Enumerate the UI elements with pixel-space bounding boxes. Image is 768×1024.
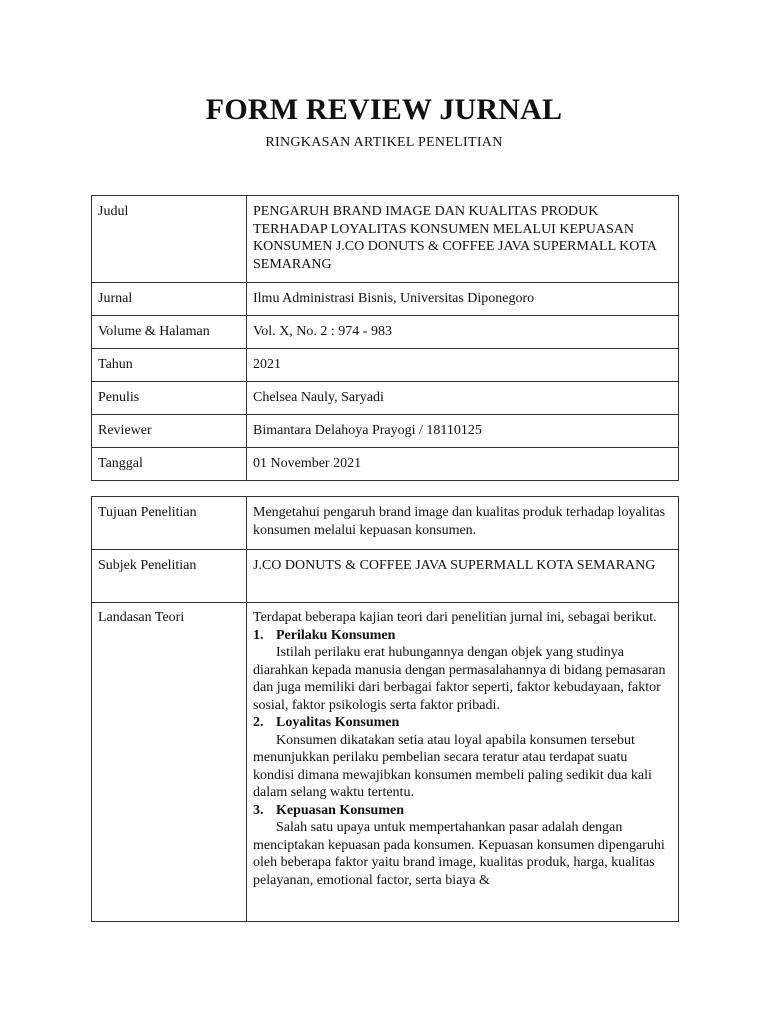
- label-landasan: Landasan Teori: [92, 603, 247, 922]
- table-row: [92, 349, 679, 382]
- label-tahun: Tahun: [92, 349, 247, 382]
- label-tanggal: Tanggal: [92, 448, 247, 481]
- document-subtitle: RINGKASAN ARTIKEL PENELITIAN: [265, 135, 503, 150]
- value-tahun: 2021: [247, 349, 679, 382]
- section-number: 3.: [253, 802, 264, 818]
- value-penulis: Chelsea Nauly, Saryadi: [247, 382, 679, 415]
- value-landasan: [247, 603, 679, 922]
- value-subjek: J.CO DONUTS & COFFEE JAVA SUPERMALL KOTA SEMARANG: [247, 550, 679, 603]
- label-volume: Volume & Halaman: [92, 316, 247, 349]
- table-row: [92, 316, 679, 349]
- value-tanggal: 01 November 2021: [247, 448, 679, 481]
- section-body: Istilah perilaku erat hubungannya dengan objek yang studinya diarahkan kepada manusia dengan permasalahannya di bidang pemasaran dan juga memiliki dari berbagai faktor seperti, faktor kebudayaan, faktor sosial, faktor psikologis serta faktor pribadi.: [253, 645, 666, 713]
- table-row: [92, 196, 679, 283]
- value-reviewer: Bimantara Delahoya Prayogi / 18110125: [247, 415, 679, 448]
- section-number: 2.: [253, 715, 264, 730]
- value-tujuan: Mengetahui pengaruh brand image dan kualitas produk terhadap loyalitas konsumen melalui kepuasan konsumen.: [247, 497, 679, 550]
- section-title: Kepuasan Konsumen: [276, 802, 404, 818]
- section-heading: [253, 802, 672, 820]
- label-subjek: Subjek Penelitian: [92, 550, 247, 603]
- label-penulis: Penulis: [92, 382, 247, 415]
- table-row: [92, 497, 679, 550]
- table-row: [92, 603, 679, 922]
- table-row: [92, 382, 679, 415]
- section-title: Loyalitas Konsumen: [276, 715, 400, 730]
- label-tujuan: Tujuan Penelitian: [92, 497, 247, 550]
- table-row: [92, 550, 679, 603]
- section-body: Konsumen dikatakan setia atau loyal apabila konsumen tersebut menunjukkan perilaku pembelian secara teratur atau terdapat suatu kondisi dimana mewajibkan konsumen membeli paling sedikit dua kali dalam selang waktu tertentu.: [253, 732, 652, 800]
- section-heading: [253, 627, 672, 645]
- label-judul: Judul: [92, 196, 247, 283]
- research-summary-table: [91, 496, 679, 922]
- value-volume: Vol. X, No. 2 : 974 - 983: [247, 316, 679, 349]
- label-jurnal: Jurnal: [92, 283, 247, 316]
- section-number: 1.: [253, 627, 264, 643]
- table-row: [92, 283, 679, 316]
- section-title: Perilaku Konsumen: [276, 627, 396, 643]
- value-jurnal: Ilmu Administrasi Bisnis, Universitas Diponegoro: [247, 283, 679, 316]
- label-reviewer: Reviewer: [92, 415, 247, 448]
- section-heading: [253, 714, 672, 732]
- section-body: Salah satu upaya untuk mempertahankan pasar adalah dengan menciptakan kepuasan pada konsumen. Kepuasan konsumen dipengaruhi oleh beberapa faktor yaitu brand image, kualitas produk, harga, kualitas pelayanan, emotional factor, serta biaya &: [253, 820, 665, 888]
- journal-info-table: [91, 195, 679, 481]
- landasan-intro: Terdapat beberapa kajian teori dari penelitian jurnal ini, sebagai berikut.: [253, 610, 657, 625]
- table-row: [92, 415, 679, 448]
- table-row: [92, 448, 679, 481]
- document-title: FORM REVIEW JURNAL: [205, 93, 563, 126]
- value-judul: PENGARUH BRAND IMAGE DAN KUALITAS PRODUK TERHADAP LOYALITAS KONSUMEN MELALUI KEPUASAN KONSUMEN J.CO DONUTS & COFFEE JAVA SUPERMALL KOTA SEMARANG: [247, 196, 679, 283]
